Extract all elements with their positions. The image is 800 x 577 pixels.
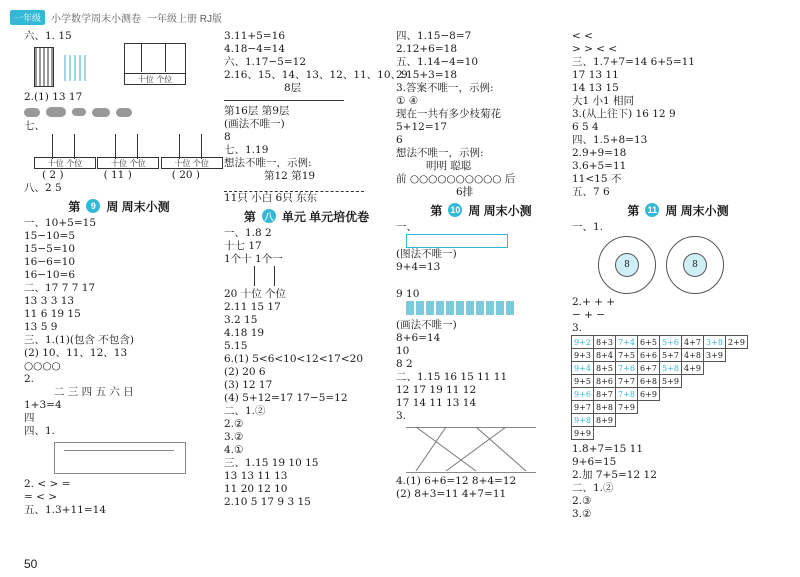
answer-line: 6排 <box>456 186 474 198</box>
column-2 <box>224 30 408 559</box>
page-number <box>24 557 37 571</box>
abacus-value: ( 11 ) <box>103 169 132 181</box>
table-cell: 4+8 <box>681 348 704 362</box>
table-cell: 5+6 <box>659 335 682 349</box>
dot-grid <box>396 234 566 248</box>
table-cell <box>726 362 748 374</box>
answer-line: 七、 <box>24 120 45 132</box>
section-label: 周 周末小测 <box>468 203 532 218</box>
answer-line: 2.加 7+5=12 12 <box>572 469 657 481</box>
table-cell: 5+7 <box>659 348 682 362</box>
answer-line: 五、1.14−4=10 <box>396 56 479 68</box>
wheel-diagram <box>666 236 724 294</box>
stone-row <box>24 104 214 120</box>
table-cell <box>704 401 726 413</box>
table-cell: 6+7 <box>637 361 660 375</box>
answer-line: 3.答案不唯一，示例: <box>396 82 494 94</box>
table-cell: 7+8 <box>615 387 638 401</box>
answer-line: 8 <box>224 131 231 143</box>
answer-line: (图法不唯一) <box>396 248 457 260</box>
answer-line: 2.+ + + <box>572 296 616 308</box>
answer-line: 四 <box>24 412 35 424</box>
table-cell: 5+9 <box>659 374 682 388</box>
answer-line: (画法不唯一) <box>224 118 285 130</box>
answer-line: ① ④ <box>396 95 419 107</box>
answer-line: 3.(从上往下) 16 12 9 <box>572 108 676 120</box>
answer-line: 17 13 11 <box>572 69 619 81</box>
answer-line: 第16层 第9层 <box>224 105 290 117</box>
table-cell: 6+5 <box>637 335 660 349</box>
table-cell <box>638 414 660 426</box>
table-cell <box>660 401 682 413</box>
table-cell: 4+7 <box>681 335 704 349</box>
circle-row <box>224 95 389 105</box>
answer-line: 前 ○○○○○○○○○○ 后 <box>396 173 516 185</box>
column-1 <box>24 30 214 559</box>
abacus-values <box>24 169 214 182</box>
answer-line: 3.6+5=11 <box>572 160 627 172</box>
answer-line: 9+6=15 <box>572 456 617 468</box>
table-cell: 9+3 <box>571 348 594 362</box>
table-cell <box>726 427 748 439</box>
table-cell: 7+7 <box>615 374 638 388</box>
answer-line: 12 17 19 11 12 <box>396 384 477 396</box>
shell-row <box>396 301 566 319</box>
abacus: 十位 个位 <box>161 133 214 169</box>
book-title: 小学数学周末小测卷 <box>51 14 142 25</box>
table-cell: 3+9 <box>703 348 726 362</box>
section-label: 周 周末小测 <box>665 203 729 218</box>
matching-lines <box>406 427 536 471</box>
table-cell <box>726 349 748 361</box>
answer-line: > > < < <box>572 43 618 55</box>
bundle-illustration: 十位 个位 <box>24 43 214 91</box>
answer-line: 二、1.② <box>572 482 614 494</box>
answer-line: (4) 5+12=17 17−5=12 <box>224 392 348 404</box>
answer-line: 2.10 5 17 9 3 15 <box>224 496 311 508</box>
answer-line: 第12 第19 <box>264 170 316 182</box>
answer-line: 11 20 12 10 <box>224 483 288 495</box>
table-cell: 6+9 <box>637 387 660 401</box>
answer-line: 3. <box>572 322 583 334</box>
table-cell <box>726 414 748 426</box>
table-cell: 9+8 <box>571 413 594 427</box>
answer-line: 10 <box>396 345 410 357</box>
answer-line: 一、10+5=15 <box>24 217 96 229</box>
table-cell <box>704 427 726 439</box>
answer-line: 想法不唯一，示例: <box>396 147 484 159</box>
abacus-figure <box>224 266 389 288</box>
answer-line: = < > <box>24 491 58 503</box>
answer-line: 13 13 11 13 <box>224 470 288 482</box>
table-cell <box>616 414 638 426</box>
answer-line: 3. <box>396 410 407 422</box>
abacus-row <box>24 133 214 169</box>
answer-line: 2.16、15、14、13、12、11、10、9 <box>224 69 408 81</box>
answer-line: 2. < > = <box>24 478 71 490</box>
answer-line: 2.12+6=18 <box>396 43 458 55</box>
matching-figure <box>396 423 566 475</box>
answer-line: 1个十 1个一 <box>224 253 283 265</box>
answer-line: 五、1.3+11=14 <box>24 504 107 516</box>
answer-line: 4.① <box>224 444 244 456</box>
table-cell <box>682 414 704 426</box>
answer-line: 一、 <box>396 221 417 233</box>
table-cell: 7+4 <box>615 335 638 349</box>
answer-line: 八、2 5 <box>24 182 62 194</box>
table-cell <box>660 388 682 400</box>
answer-line: 六、1. 15 <box>24 30 72 42</box>
table-cell: 7+5 <box>615 348 638 362</box>
answer-line: 11只 小白 6只 东东 <box>224 192 318 204</box>
table-cell: 8+7 <box>593 387 616 401</box>
answer-line: 15−10=5 <box>24 230 75 242</box>
answer-line: 9+4=13 <box>396 261 441 273</box>
answer-line: 1+3=4 <box>24 399 62 411</box>
answer-line: 大1 小1 相同 <box>572 95 635 107</box>
flow-diagram <box>24 438 214 478</box>
table-cell: 8+8 <box>593 400 616 414</box>
addition-table <box>572 336 784 440</box>
section-title: 第 10 周 周末小测 <box>430 203 532 218</box>
section-label: 周 周末小测 <box>106 199 170 214</box>
answer-line: 8+6=14 <box>396 332 441 344</box>
answer-line: 6 5 4 <box>572 121 599 133</box>
answer-line: 四、1. <box>24 425 56 437</box>
answer-line: 4.18 19 <box>224 327 265 339</box>
table-cell <box>704 375 726 387</box>
answer-line: 2.② <box>224 418 244 430</box>
table-cell <box>660 414 682 426</box>
grade-badge: 一年级 <box>10 10 45 25</box>
answer-line: 6 <box>396 134 403 146</box>
answer-line: 三、1.7+7=14 6+5=11 <box>572 56 695 68</box>
table-cell <box>682 375 704 387</box>
answer-line: (2) 20 6 <box>224 366 266 378</box>
section-number: 10 <box>450 205 461 215</box>
table-cell: 9+5 <box>571 374 594 388</box>
table-cell <box>682 388 704 400</box>
section-number: 八 <box>262 209 276 223</box>
table-cell <box>726 401 748 413</box>
answer-line: 2.(1) 13 17 <box>24 91 83 103</box>
table-cell: 8+4 <box>593 348 616 362</box>
table-cell: 5+8 <box>659 361 682 375</box>
answer-line: 十七 17 <box>224 240 262 252</box>
answer-line: 3.11+5=16 <box>224 30 286 42</box>
answer-line: − + − <box>572 309 606 321</box>
answer-line: 8 2 <box>396 358 413 370</box>
answer-line: 16−10=6 <box>24 269 75 281</box>
table-cell: 3+8 <box>703 335 726 349</box>
answer-line: 2. <box>24 373 35 385</box>
answer-line: (2) 10、11、12、13 <box>24 347 128 359</box>
table-cell: 9+7 <box>571 400 594 414</box>
table-cell <box>682 401 704 413</box>
table-cell: 6+6 <box>637 348 660 362</box>
wheel-center: 8 <box>683 253 707 277</box>
answer-line: 1.8+7=15 11 <box>572 443 644 455</box>
table-cell <box>704 414 726 426</box>
table-cell: 8+5 <box>593 361 616 375</box>
table-cell: 7+6 <box>615 361 638 375</box>
answer-line: 七、1.19 <box>224 144 269 156</box>
table-cell <box>594 427 616 439</box>
section-title: 第 八 单元 单元培优卷 <box>243 209 370 224</box>
page-header <box>10 10 222 25</box>
table-cell: 8+6 <box>593 374 616 388</box>
answer-line: 17 14 11 13 14 <box>396 397 477 409</box>
answer-line: 三、1.(1)(包含 不包含) <box>24 334 134 346</box>
table-cell: 8+9 <box>593 413 616 427</box>
answer-line: 2.15+3=18 <box>396 69 458 81</box>
answer-line: 3.2 15 <box>224 314 258 326</box>
answer-line: 二、17 7 7 17 <box>24 282 96 294</box>
section-number: 9 <box>86 199 100 213</box>
section-label: 单元 单元培优卷 <box>281 209 370 224</box>
table-cell: 9+2 <box>571 335 594 349</box>
page-number-value: 50 <box>24 557 38 571</box>
table-cell <box>660 427 682 439</box>
answer-line: 六、1.17−5=12 <box>224 56 307 68</box>
table-cell <box>682 427 704 439</box>
answer-line: 16−6=10 <box>24 256 75 268</box>
answer-line: ○○○○ <box>24 360 61 372</box>
book-grade: 一年级上册 RJ版 <box>147 14 223 25</box>
section-number: 11 <box>645 203 659 217</box>
answer-line: 2.③ <box>572 495 592 507</box>
answer-line: 想法不唯一，示例: <box>224 157 312 169</box>
table-cell <box>704 388 726 400</box>
table-cell: 9+4 <box>571 361 594 375</box>
answer-line: 一、1.8 2 <box>224 227 272 239</box>
answer-line: 3.② <box>572 508 592 520</box>
answer-line: 5+12=17 <box>396 121 447 133</box>
table-cell <box>638 427 660 439</box>
table-cell: 9+9 <box>571 426 594 440</box>
answer-line: 5.15 <box>224 340 248 352</box>
answer-line: 9 10 <box>396 288 420 300</box>
table-cell <box>726 375 748 387</box>
abacus-value: ( 20 ) <box>171 169 201 181</box>
answer-line: 现在一共有多少枝菊花 <box>396 108 501 120</box>
table-cell: 2+9 <box>725 335 748 349</box>
abacus-value: ( 2 ) <box>42 169 64 181</box>
answer-line: 6.(1) 5<6<10<12<17<20 <box>224 353 364 365</box>
weekday-row: 二 三 四 五 六 日 <box>54 386 134 398</box>
answer-line: 明明 聪聪 <box>426 160 472 172</box>
answer-line: 四、1.15−8=7 <box>396 30 472 42</box>
answer-line: 五、7 6 <box>572 186 610 198</box>
answer-line: (画法不唯一) <box>396 319 457 331</box>
answer-line: 4.(1) 6+6=12 8+4=12 <box>396 475 517 487</box>
answer-line: 四、1.5+8=13 <box>572 134 648 146</box>
answer-line: 11<15 不 <box>572 173 622 185</box>
answer-line: 8层 <box>284 82 302 94</box>
table-cell: 4+9 <box>681 361 704 375</box>
answer-line: (2) 8+3=11 4+7=11 <box>396 488 507 500</box>
table-cell: 9+6 <box>571 387 594 401</box>
table-cell: 7+9 <box>615 400 638 414</box>
table-cell <box>726 388 748 400</box>
answer-line: 20 十位 个位 <box>224 288 287 300</box>
answer-line: 11 6 19 15 <box>24 308 81 320</box>
dot-line <box>224 183 364 192</box>
column-3 <box>396 30 566 559</box>
answer-line: 3.② <box>224 431 244 443</box>
column-4 <box>572 30 784 559</box>
answer-line: 2.9+9=18 <box>572 147 627 159</box>
abacus: 十位 个位 <box>34 133 87 169</box>
answer-line: 2.11 15 17 <box>224 301 281 313</box>
answer-line: 二、1.② <box>224 405 266 417</box>
answer-line: < < <box>572 30 593 42</box>
answer-line: 一、1. <box>572 221 604 233</box>
wheel-diagram <box>598 236 656 294</box>
answer-line: 14 13 15 <box>572 82 619 94</box>
answer-line: 三、1.15 19 10 15 <box>224 457 319 469</box>
table-cell: 6+8 <box>637 374 660 388</box>
section-title: 第 9 周 周末小测 <box>68 199 170 214</box>
wheel-center: 8 <box>615 253 639 277</box>
circle-diagrams <box>572 234 784 296</box>
answer-line: 二、1.15 16 15 11 11 <box>396 371 508 383</box>
answer-line: 13 5 9 <box>24 321 58 333</box>
answer-line: 13 3 3 13 <box>24 295 75 307</box>
answer-line: (3) 12 17 <box>224 379 273 391</box>
table-cell: 8+3 <box>593 335 616 349</box>
answer-line: 15−5=10 <box>24 243 75 255</box>
abacus: 十位 个位 <box>97 133 150 169</box>
table-cell <box>638 401 660 413</box>
table-cell <box>704 362 726 374</box>
table-cell <box>616 427 638 439</box>
section-title: 第 11 周 周末小测 <box>627 203 729 218</box>
answer-line: 4.18−4=14 <box>224 43 286 55</box>
